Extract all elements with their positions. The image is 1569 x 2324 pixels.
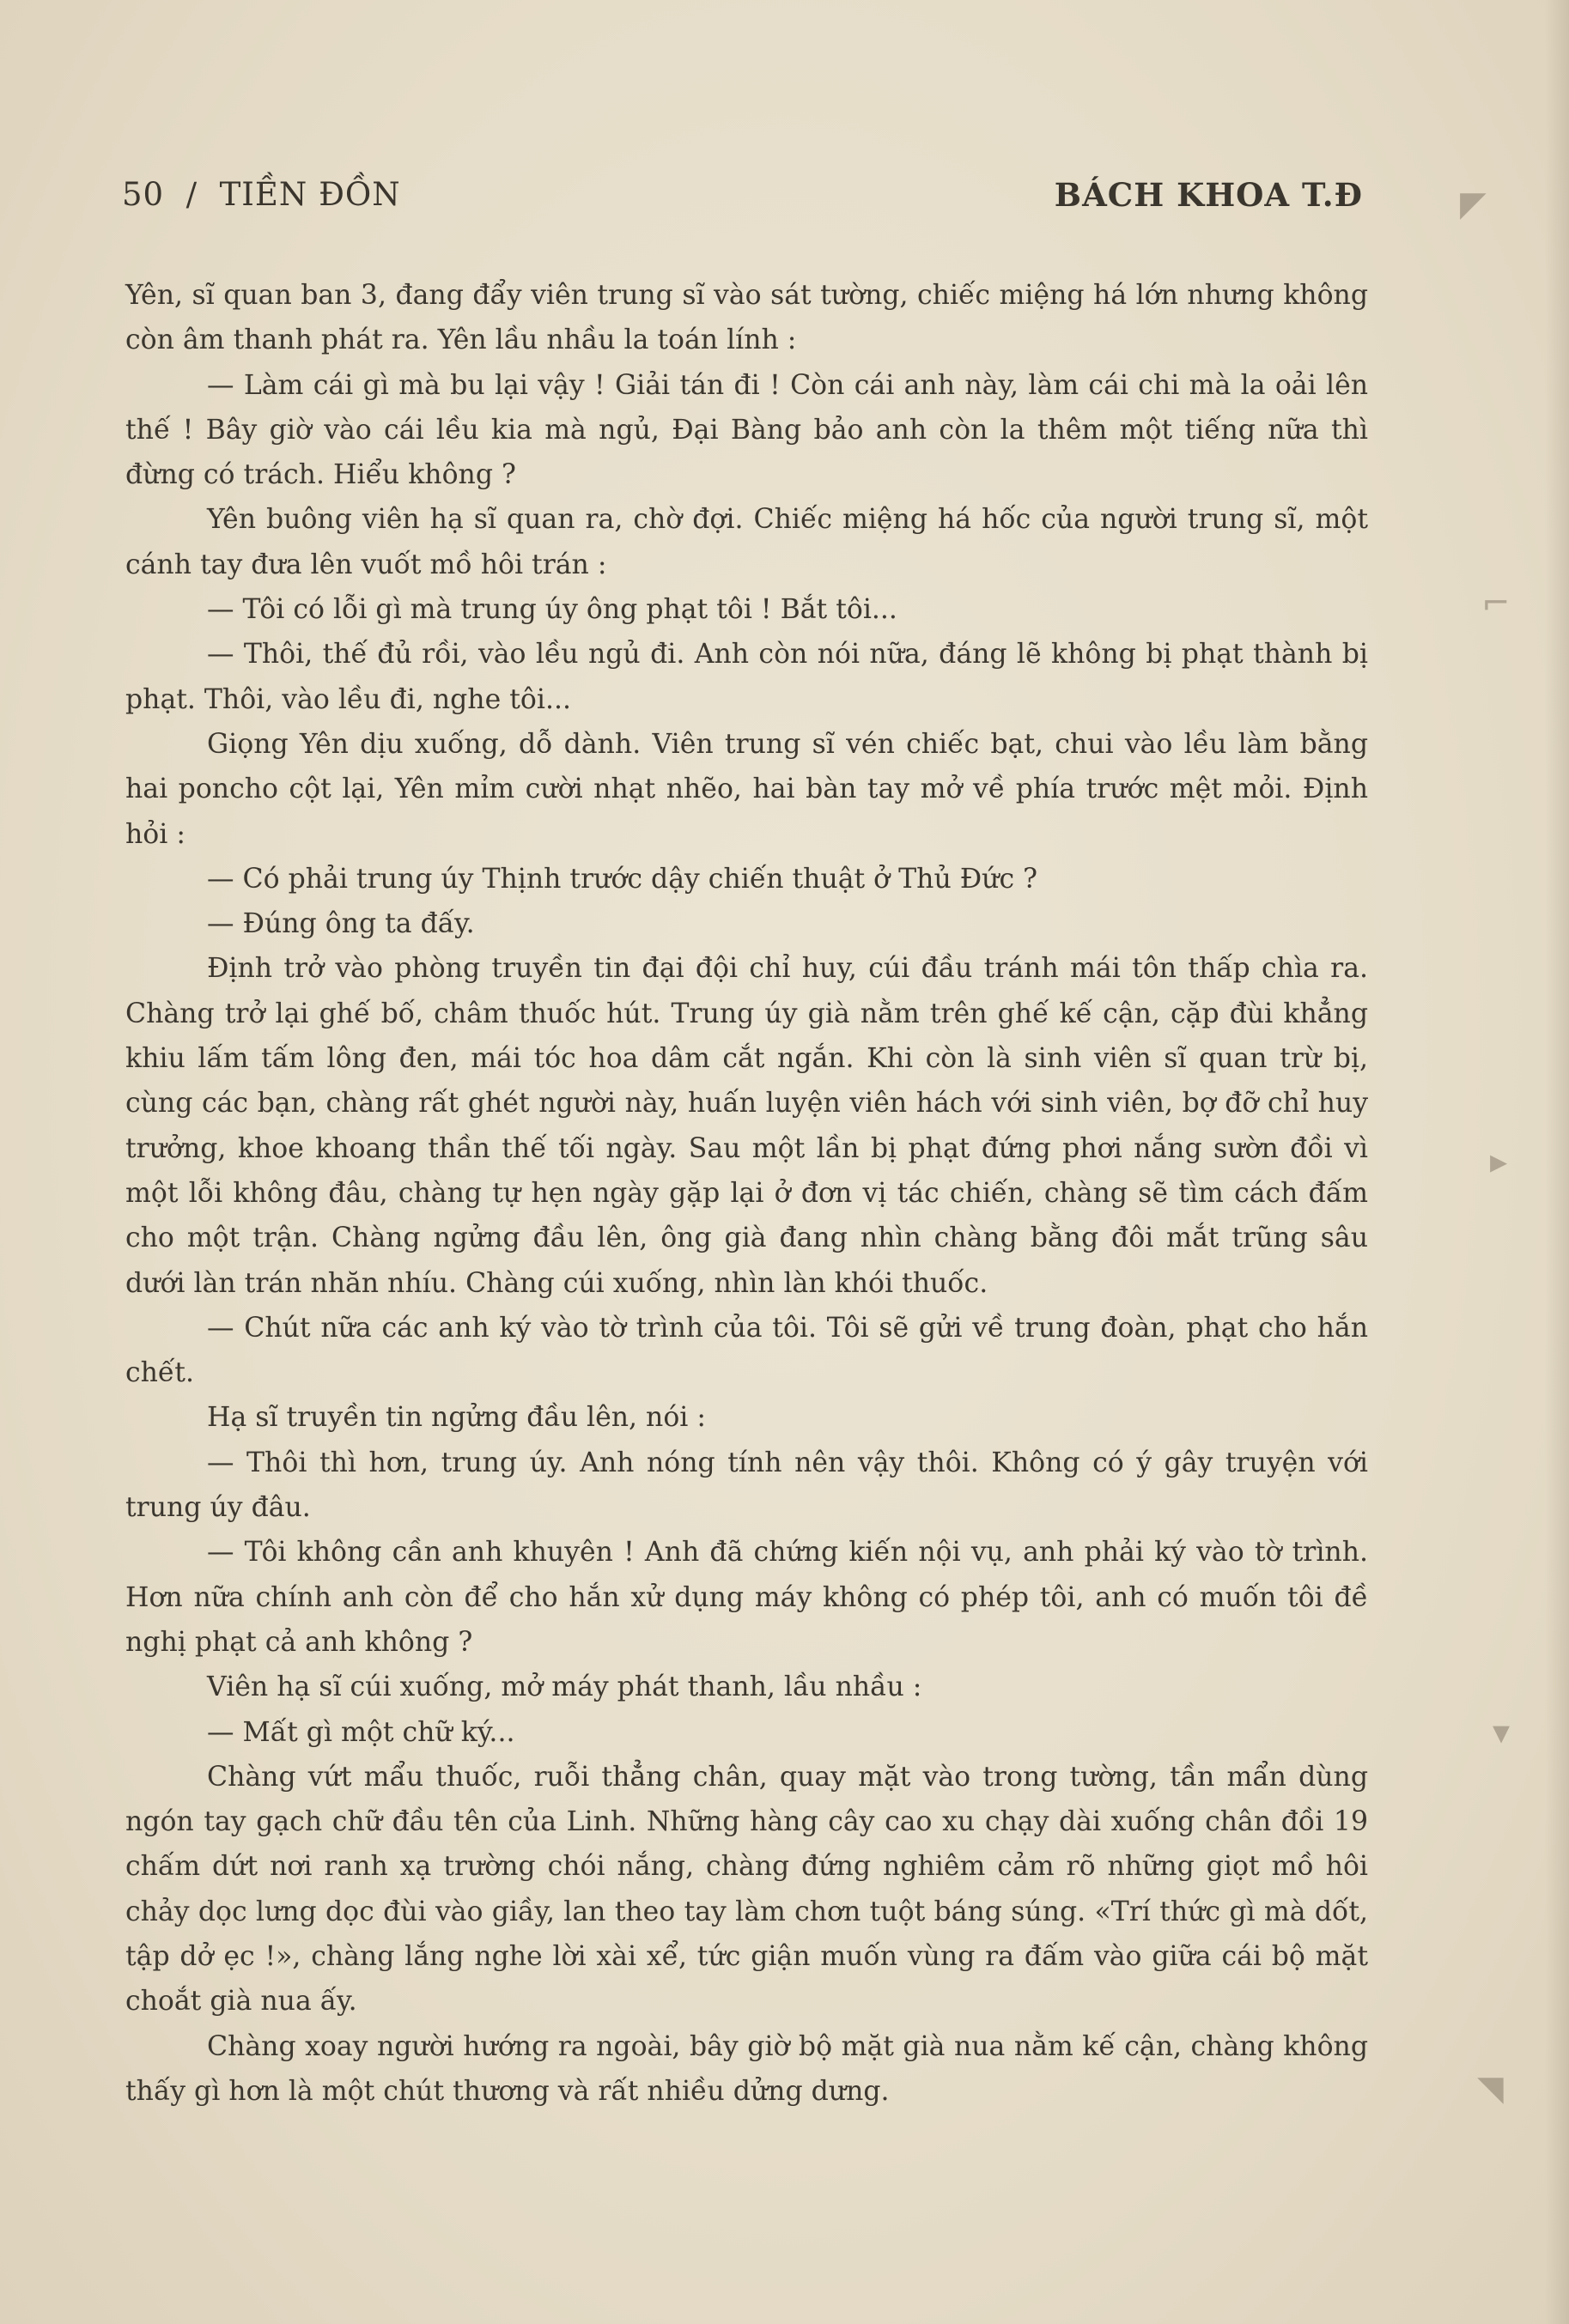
paragraph: — Đúng ông ta đấy. bbox=[207, 908, 475, 940]
paper-blemish: ▸ bbox=[1490, 1142, 1508, 1181]
paper-blemish: ◥ bbox=[1477, 2069, 1504, 2109]
paragraph: Yên buông viên hạ sĩ quan ra, chờ đợi. Chiếc miệng há hốc của người trung sĩ, một cánh tay đưa lên vuốt mồ hôi trán : bbox=[125, 504, 1368, 580]
paragraph: Yên, sĩ quan ban 3, đang đẩy viên trung sĩ vào sát tường, chiếc miệng há lớn nhưng không còn âm thanh phát ra. Yên lầu nhầu la toán lính : bbox=[125, 280, 1368, 356]
paragraph: — Có phải trung úy Thịnh trước dậy chiến thuật ở Thủ Đức ? bbox=[207, 863, 1038, 895]
paper-blemish: ◤ bbox=[1460, 185, 1487, 224]
header-separator: / bbox=[185, 176, 198, 213]
body-text bbox=[125, 273, 1368, 2114]
paragraph: Giọng Yên dịu xuống, dỗ dành. Viên trung sĩ vén chiếc bạt, chui vào lều làm bằng hai poncho cột lại, Yên mỉm cười nhạt nhẽo, hai bàn tay mở về phía trước mệt mỏi. Định hỏi : bbox=[125, 728, 1368, 850]
page-edge-shadow bbox=[1545, 0, 1569, 2324]
paragraph: — Thôi, thế đủ rồi, vào lều ngủ đi. Anh còn nói nữa, đáng lẽ không bị phạt thành bị phạt. Thôi, vào lều đi, nghe tôi... bbox=[125, 639, 1368, 715]
section-title: TIỀN ĐỒN bbox=[219, 176, 401, 213]
paragraph: — Mất gì một chữ ký... bbox=[207, 1716, 515, 1748]
paragraph: — Làm cái gì mà bu lại vậy ! Giải tán đi ! Còn cái anh này, làm cái chi mà la oải lên thế ! Bây giờ vào cái lều kia mà ngủ, Đại Bàng bảo anh còn la thêm một tiếng nữa thì đừng có trách. Hiểu không ? bbox=[125, 369, 1368, 491]
paragraph: Chàng vứt mẩu thuốc, ruỗi thẳng chân, quay mặt vào trong tường, tần mẩn dùng ngón tay gạch chữ đầu tên của Linh. Những hàng cây cao xu chạy dài xuống chân đồi 19 chấm dứt nơi ranh xạ trường chói nắng, chàng đứng nghiêm cảm rõ những giọt mồ hôi chảy dọc lưng dọc đùi vào giầy, lan theo tay làm chơn tuột báng súng. «Trí thức gì mà dốt, tập dở ẹc !», chàng lắng nghe lời xài xể, tức giận muốn vùng ra đấm vào giữa cái bộ mặt choắt già nua ấy. bbox=[125, 1761, 1368, 2018]
paragraph: — Tôi không cần anh khuyên ! Anh đã chứng kiến nội vụ, anh phải ký vào tờ trình. Hơn nữa chính anh còn để cho hắn xử dụng máy không có phép tôi, anh có muốn tôi đề nghị phạt cả anh không ? bbox=[125, 1537, 1368, 1658]
header-left bbox=[122, 176, 401, 213]
paragraph: Hạ sĩ truyền tin ngửng đầu lên, nói : bbox=[207, 1402, 706, 1434]
paragraph: — Chút nữa các anh ký vào tờ trình của tôi. Tôi sẽ gửi về trung đoàn, phạt cho hắn chết. bbox=[125, 1312, 1368, 1389]
paragraph: Định trở vào phòng truyền tin đại đội chỉ huy, cúi đầu tránh mái tôn thấp chìa ra. Chàng trở lại ghế bố, châm thuốc hút. Trung úy già nằm trên ghế kế cận, cặp đùi khẳng khiu lấm tấm lông đen, mái tóc hoa dâm cắt ngắn. Khi còn là sinh viên sĩ quan trừ bị, cùng các bạn, chàng rất ghét người này, huấn luyện viên hách với sinh viên, bợ đỡ chỉ huy trưởng, khoe khoang thần thế tối ngày. Sau một lần bị phạt đứng phơi nắng sườn đồi vì một lỗi không đâu, chàng tự hẹn ngày gặp lại ở đơn vị tác chiến, chàng sẽ tìm cách đấm cho một trận. Chàng ngửng đầu lên, ông già đang nhìn chàng bằng đôi mắt trũng sâu dưới làn trán nhăn nhíu. Chàng cúi xuống, nhìn làn khói thuốc. bbox=[125, 953, 1368, 1299]
page-number: 50 bbox=[122, 176, 165, 213]
paragraph: — Tôi có lỗi gì mà trung úy ông phạt tôi ! Bắt tôi... bbox=[207, 594, 897, 626]
paragraph: Chàng xoay người hướng ra ngoài, bây giờ bộ mặt già nua nằm kế cận, chàng không thấy gì hơn là một chút thương và rất nhiều dửng dưng. bbox=[125, 2030, 1368, 2107]
publication-title: BÁCH KHOA T.Đ bbox=[1054, 176, 1363, 214]
running-header bbox=[122, 176, 1363, 228]
paragraph: Viên hạ sĩ cúi xuống, mở máy phát thanh, lầu nhầu : bbox=[207, 1672, 922, 1703]
paragraph: — Thôi thì hơn, trung úy. Anh nóng tính nên vậy thôi. Không có ý gây truyện với trung úy đâu. bbox=[125, 1447, 1368, 1524]
paper-blemish: ▾ bbox=[1493, 1713, 1511, 1752]
paper-blemish: ⌐ bbox=[1481, 584, 1511, 623]
